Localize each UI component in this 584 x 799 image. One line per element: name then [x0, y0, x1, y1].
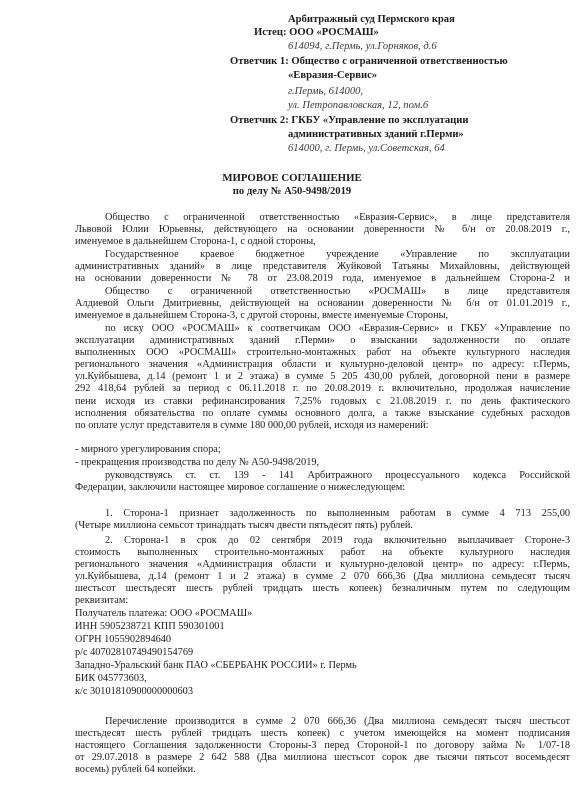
text-line: пени исходя из ставки рефинансирования 7,25% годовых с 21.08.2019 г. по день фактического [75, 395, 570, 407]
plaintiff [254, 27, 379, 40]
case-number: по делу № А50-9498/2019 [232, 186, 352, 197]
text-line: выполненных ООО «РОСМАШ» строительно-монтажных работ на объекте культурного наследия [75, 347, 570, 359]
text-line: Общество с ограниченной ответственностью «Евразия-Сервис», в лице представителя [105, 212, 570, 223]
text-line: 292 418,64 рублей за период с 06.11.2018 г. по 20.08.2019 г. включительно, продолжая начисление [75, 383, 570, 395]
text-line: административных зданий» в лице представителя Жуйковой Татьяны Михайловны, действующей [75, 261, 570, 273]
requisite-line: к/с 30101810900000000603 [75, 686, 193, 697]
document-title: МИРОВОЕ СОГЛАШЕНИЕ [222, 172, 362, 184]
intent-item: - мирного урегулирования спора; [75, 444, 221, 455]
text-line: исполнения обязательства по оплате суммы основного долга, а также взыскание судебных расходов [75, 407, 570, 419]
party2-paragraph [75, 249, 570, 285]
text-line: реквизитам: [75, 595, 129, 607]
text-line: шестьдесят шесть рублей тридцать шесть копеек) с учетом имеющейся на момент подписания [75, 728, 570, 740]
text-line: эксплуатации административных зданий г.Перми» о взыскании задолженности по оплате [75, 335, 570, 347]
requisite-line: ИНН 5905238721 КПП 590301001 [75, 621, 225, 632]
text-line: шестьсот шестьдесят шесть рублей тридцать шесть копеек) безналичным путем по следующим [75, 583, 570, 595]
text-line: Перечисление производится в сумме 2 070 666,36 (Два миллиона семьдесят тысяч шестьсот [105, 716, 570, 727]
text-line: Федерации, заключили настоящее мировое соглашение о нижеследующем: [75, 482, 406, 494]
requisite-line: БИК 045773603, [75, 673, 147, 684]
defendant1-name-cont: «Евразия-Сервис» [288, 70, 378, 81]
requisite-line: Западно-Уральский банк ПАО «СБЕРБАНК РОССИИ» г. Пермь [75, 660, 357, 671]
defendant2-name-cont: административных зданий г.Перми» [288, 129, 464, 140]
court-name: Арбитражный суд Пермского края [288, 14, 455, 25]
plaintiff-label: Истец: [254, 27, 287, 38]
text-line: восемь) рублей 64 копейки. [75, 764, 196, 776]
party1-paragraph [75, 212, 570, 248]
text-line: именуемое в дальнейшем Сторона-3, с другой стороны, вместе именуемые Стороны, [75, 310, 449, 322]
text-line: Алдиевой Ольги Дмитриевны, действующей на основании доверенности № б/н от 01.01.2019 г., [75, 298, 570, 310]
defendant2-address: 614000, г. Пермь, ул.Советская, 64 [288, 143, 445, 154]
intent-item: - прекращения производства по делу № А50-9498/2019, [75, 457, 320, 468]
defendant2 [230, 115, 468, 128]
text-line: Государственное краевое бюджетное учреждение «Управление по эксплуатации [105, 249, 570, 260]
clause-2 [75, 535, 570, 608]
text-line: руководствуясь ст. ст. 139 - 141 Арбитражного процессуального кодекса Российской [105, 470, 570, 481]
text-line: на основании доверенности № 78 от 23.08.2019 года, именуемое в дальнейшем Сторона-2 и [75, 273, 570, 285]
requisite-line: ОГРН 1055902894640 [75, 634, 172, 645]
text-line: по иску ООО «РОСМАШ» к соответчикам ООО «Евразия-Сервис» и ГКБУ «Управление по [105, 323, 570, 334]
text-line: регионального значения «Администрация области и культурно-деловой центр» по адресу: г.Пермь, [75, 559, 570, 571]
requisite-line: Получатель платежа: ООО «РОСМАШ» [75, 608, 253, 619]
clause-1 [75, 508, 570, 532]
text-line: по оплате услуг представителя в сумме 180 000,00 рублей, исходя из намерений: [75, 419, 429, 431]
defendant2-label: Ответчик 2: [230, 115, 289, 126]
requisite-line: р/с 40702810749490154769 [75, 647, 194, 658]
text-line: 1. Сторона-1 признает задолженность по выполненным работам в сумме 4 713 255,00 [105, 508, 570, 519]
plaintiff-address: 614094, г.Пермь, ул.Горняков, д.6 [288, 41, 437, 52]
text-line: от 29.07.2018 в размере 2 642 588 (Два миллиона шестьсот сорок две тысячи пятьсот восемьдесят [75, 752, 570, 764]
claim-paragraph [75, 323, 570, 432]
defendant1-address-2: ул. Петропавловская, 12, пом.6 [288, 100, 429, 111]
defendant1-label: Ответчик 1: [230, 56, 289, 67]
text-line: регионального значения «Администрация области и культурно-деловой центр» по адресу: г.Пермь, [75, 359, 570, 371]
party3-paragraph [75, 286, 570, 322]
text-line: ул.Куйбышева, д.14 (ремонт 1 и 2 этажа) в сумме 2 070 666,36 (Два миллиона семьдесят тысяч [75, 571, 570, 583]
text-line: 2. Сторона-1 в срок до 02 сентября 2019 года включительно выплачивает Стороне-3 [105, 535, 570, 546]
text-line: Львовой Юлии Юрьевны, действующего на основании доверенности № б/н от 20.08.2019 г., [75, 224, 570, 236]
text-line: настоящего Соглашения задолженности Стороны-3 перед Стороной-1 по договору займа № 1/07-18 [75, 740, 570, 752]
defendant1-name: Общество с ограниченной ответственностью [291, 56, 508, 67]
text-line: именуемое в дальнейшем Сторона-1, с одной стороны, [75, 236, 316, 248]
text-line: ул.Куйбышева, д.14 (ремонт 1 и 2 этажа) в сумме 5 205 430,00 рублей, договорной пени в размере [75, 371, 570, 383]
text-line: стоимость выполненных строительно-монтажных работ на объекте культурного наследия [75, 547, 570, 559]
grounds-paragraph [75, 470, 570, 494]
text-line: (Четыре миллиона семьсот тринадцать тысяч двести пятьдесят пять) рублей. [75, 520, 413, 532]
text-line: Общество с ограниченной ответственностью «РОСМАШ» в лице представителя [105, 286, 570, 297]
defendant1 [230, 56, 508, 69]
transfer-paragraph [75, 716, 570, 776]
plaintiff-name: ООО «РОСМАШ» [289, 27, 379, 38]
defendant1-address-1: г.Пермь, 614000, [288, 86, 364, 97]
defendant2-name: ГКБУ «Управление по эксплуатации [291, 115, 469, 126]
